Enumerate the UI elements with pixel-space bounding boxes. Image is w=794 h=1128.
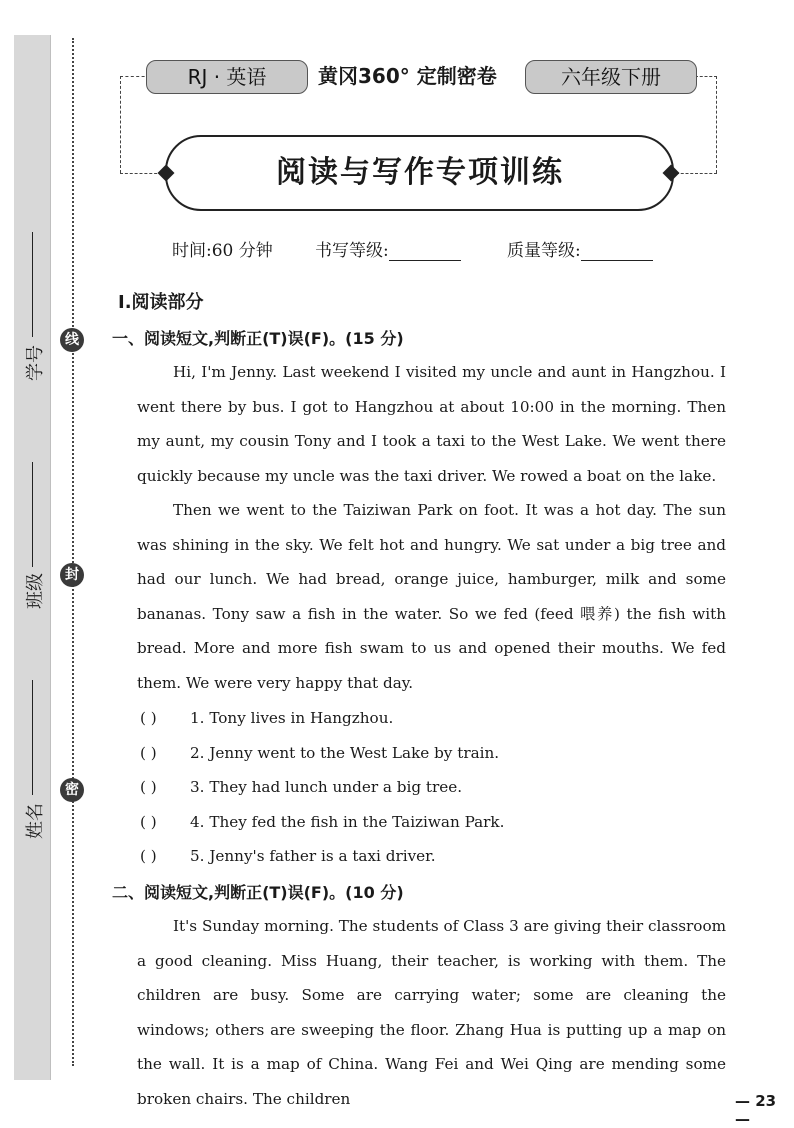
q2-instruction: 二、阅读短文,判断正(T)误(F)。(10 分) [112,883,404,902]
grade-pill: 六年级下册 [525,60,697,94]
header-dash-left-vertical [120,76,121,173]
item-text: 5. Jenny's father is a taxi driver. [190,847,436,865]
time-limit: 时间:60 分钟 [172,241,273,261]
student-id-label: 学号 [25,345,46,381]
q1-item-3 [140,777,462,797]
item-text: 3. They had lunch under a big tree. [190,778,463,796]
brand-text: 黄冈360° 定制密卷 [318,64,497,88]
q1-item-2 [140,743,499,763]
writing-grade-label: 书写等级: [315,241,389,261]
class-label: 班级 [25,573,46,609]
q2-paragraph: It's Sunday morning. The students of Class 3 are giving their classroom a good cleaning. Miss Huang, their teacher, is working with them. The children are busy. Some are carrying water; some are cleaning the windows; others are sweeping the floor. Zhang Hua is putting up a map on the wall. It is a map of China. Wang Fei and Wei Qing are mending some broken chairs. The children [137,917,726,1108]
answer-paren[interactable]: ( ) [140,778,157,796]
writing-grade [315,236,461,261]
name-blank[interactable] [32,680,33,795]
section-heading: Ⅰ.阅读部分 [118,292,204,313]
name-label: 姓名 [25,803,46,839]
answer-paren[interactable]: ( ) [140,847,157,865]
quality-grade [507,236,653,261]
answer-paren[interactable]: ( ) [140,709,157,727]
header-dash-right-vertical [716,76,717,173]
title-dash-right [676,173,717,174]
page-number: — 23 — [735,1092,777,1128]
item-text: 2. Jenny went to the West Lake by train. [190,744,500,762]
header-dash-right [695,76,717,77]
item-text: 1. Tony lives in Hangzhou. [190,709,394,727]
class-blank[interactable] [32,462,33,567]
q1-paragraph-2: Then we went to the Taiziwan Park on foot. It was a hot day. The sun was shining in the sky. We felt hot and hungry. We sat under a big tree and had our lunch. We had bread, orange juice, hamburger, milk and some bananas. Tony saw a fish in the water. So we fed (feed 喂养) the fish with bread. More and more fish swam to us and opened their mouths. We fed them. We were very happy that day. [137,501,726,692]
seal-xian: 线 [60,328,84,352]
q1-item-4 [140,812,504,832]
dotted-cut-line [72,38,74,1066]
answer-paren[interactable]: ( ) [140,744,157,762]
title-dash-left [120,173,162,174]
answer-paren[interactable]: ( ) [140,813,157,831]
subject-pill: RJ · 英语 [146,60,308,94]
item-text: 4. They fed the fish in the Taiziwan Park. [190,813,505,831]
seal-feng: 封 [60,563,84,587]
writing-grade-blank[interactable] [389,242,461,261]
q1-instruction: 一、阅读短文,判断正(T)误(F)。(15 分) [112,329,404,348]
seal-mi: 密 [60,778,84,802]
quality-grade-label: 质量等级: [507,241,581,261]
quality-grade-blank[interactable] [581,242,653,261]
student-id-blank[interactable] [32,232,33,337]
page-title: 阅读与写作专项训练 [276,155,564,190]
q1-paragraph-1: Hi, I'm Jenny. Last weekend I visited my uncle and aunt in Hangzhou. I went there by bus. I got to Hangzhou at about 10:00 in the morning. Then my aunt, my cousin Tony and I took a taxi to the West Lake. We went there quickly because my uncle was the taxi driver. We rowed a boat on the lake. [137,363,726,485]
q1-item-5 [140,846,436,866]
q1-item-1 [140,708,393,728]
